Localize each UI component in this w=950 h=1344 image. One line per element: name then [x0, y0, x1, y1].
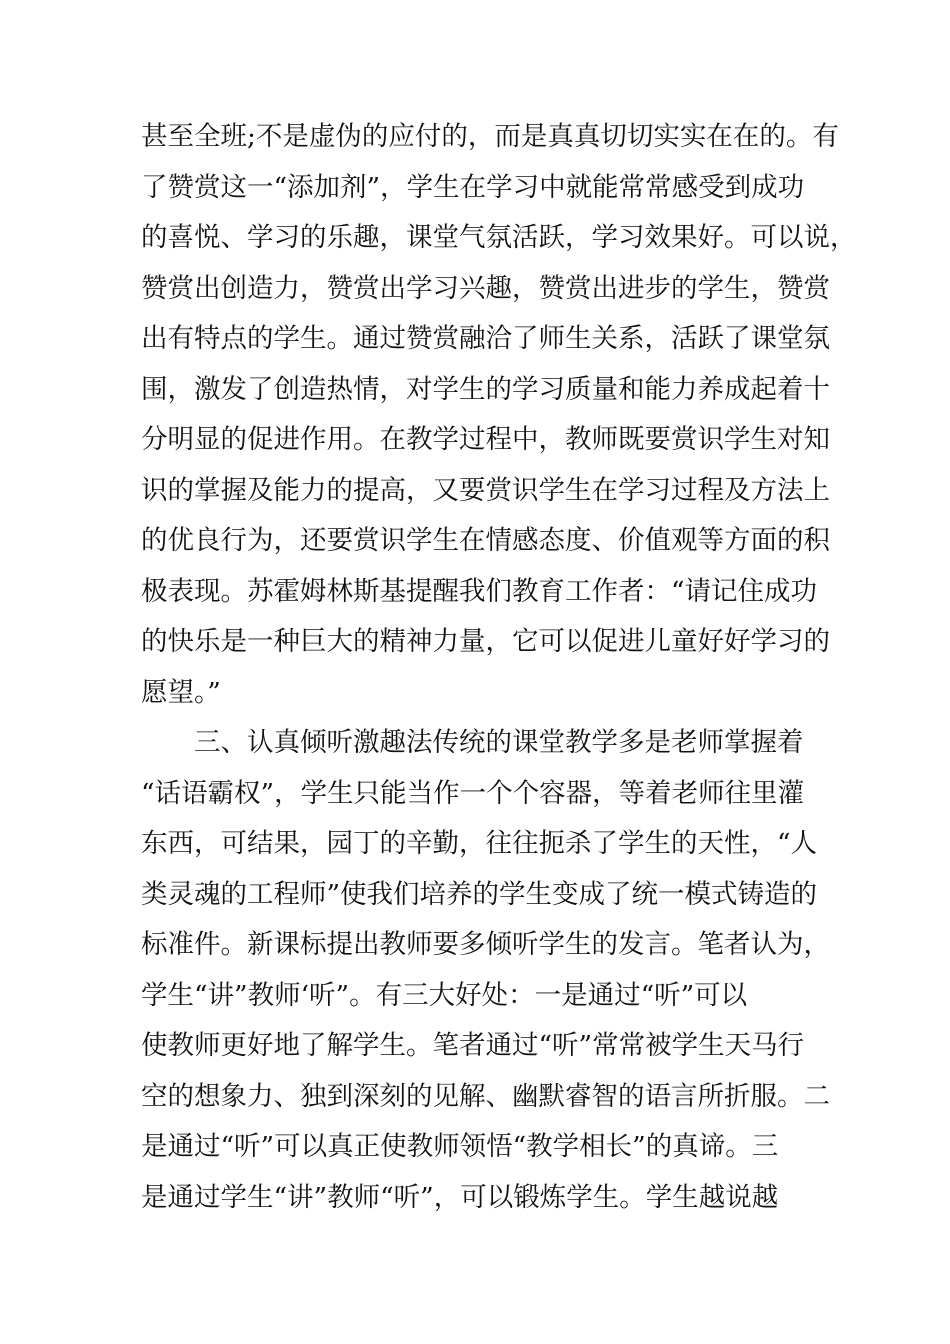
text-line: 出有特点的学生。通过赞赏融洽了师生关系，活跃了课堂氛	[141, 323, 830, 354]
text-line: 的喜悦、学习的乐趣，课堂气氛活跃，学习效果好。可以说，	[141, 222, 857, 253]
text-line: 甚至全班;不是虚伪的应付的，而是真真切切实实在在的。有	[141, 121, 839, 152]
body-text	[141, 112, 857, 1223]
section-heading-line: 三、认真倾听激趣法传统的课堂教学多是老师掌握着	[194, 727, 804, 758]
text-line: 极表现。苏霍姆林斯基提醒我们教育工作者：“请记住成功	[141, 575, 818, 607]
text-line: 是通过学生“讲”教师“听”，可以锻炼学生。学生越说越	[141, 1181, 779, 1213]
text-line: 的快乐是一种巨大的精神力量，它可以促进儿童好好学习的	[141, 626, 830, 657]
text-line: 愿望。”	[141, 676, 221, 708]
text-line: 是通过“听”可以真正使教师领悟“教学相长”的真谛。三	[141, 1131, 779, 1162]
text-line: 空的想象力、独到深刻的见解、幽默睿智的语言所折服。二	[141, 1080, 830, 1112]
text-line: 类灵魂的工程师”使我们培养的学生变成了统一模式铸造的	[141, 878, 818, 910]
text-line: 标准件。新课标提出教师要多倾听学生的发言。笔者认为，	[141, 929, 830, 960]
text-line: 的优良行为，还要赏识学生在情感态度、价值观等方面的积	[141, 525, 830, 556]
text-line: “话语霸权”，学生只能当作一个个容器，等着老师往里灌	[141, 777, 805, 809]
text-line: 东西，可结果，园丁的辛勤，往往扼杀了学生的天性，“人	[141, 828, 818, 859]
text-line: 学生“讲”教师‘听”。有三大好处：一是通过“听”可以	[141, 979, 748, 1011]
text-line: 赞赏出创造力，赞赏出学习兴趣，赞赏出进步的学生，赞赏	[141, 272, 830, 304]
text-line: 围，激发了创造热情，对学生的学习质量和能力养成起着十	[141, 373, 830, 405]
text-line: 分明显的促进作用。在教学过程中，教师既要赏识学生对知	[141, 424, 830, 455]
text-line: 使教师更好地了解学生。笔者通过“听”常常被学生天马行	[141, 1030, 805, 1061]
text-line: 识的掌握及能力的提高，又要赏识学生在学习过程及方法上	[141, 474, 830, 506]
text-line: 了赞赏这一“添加剂”，学生在学习中就能常常感受到成功	[141, 171, 805, 203]
